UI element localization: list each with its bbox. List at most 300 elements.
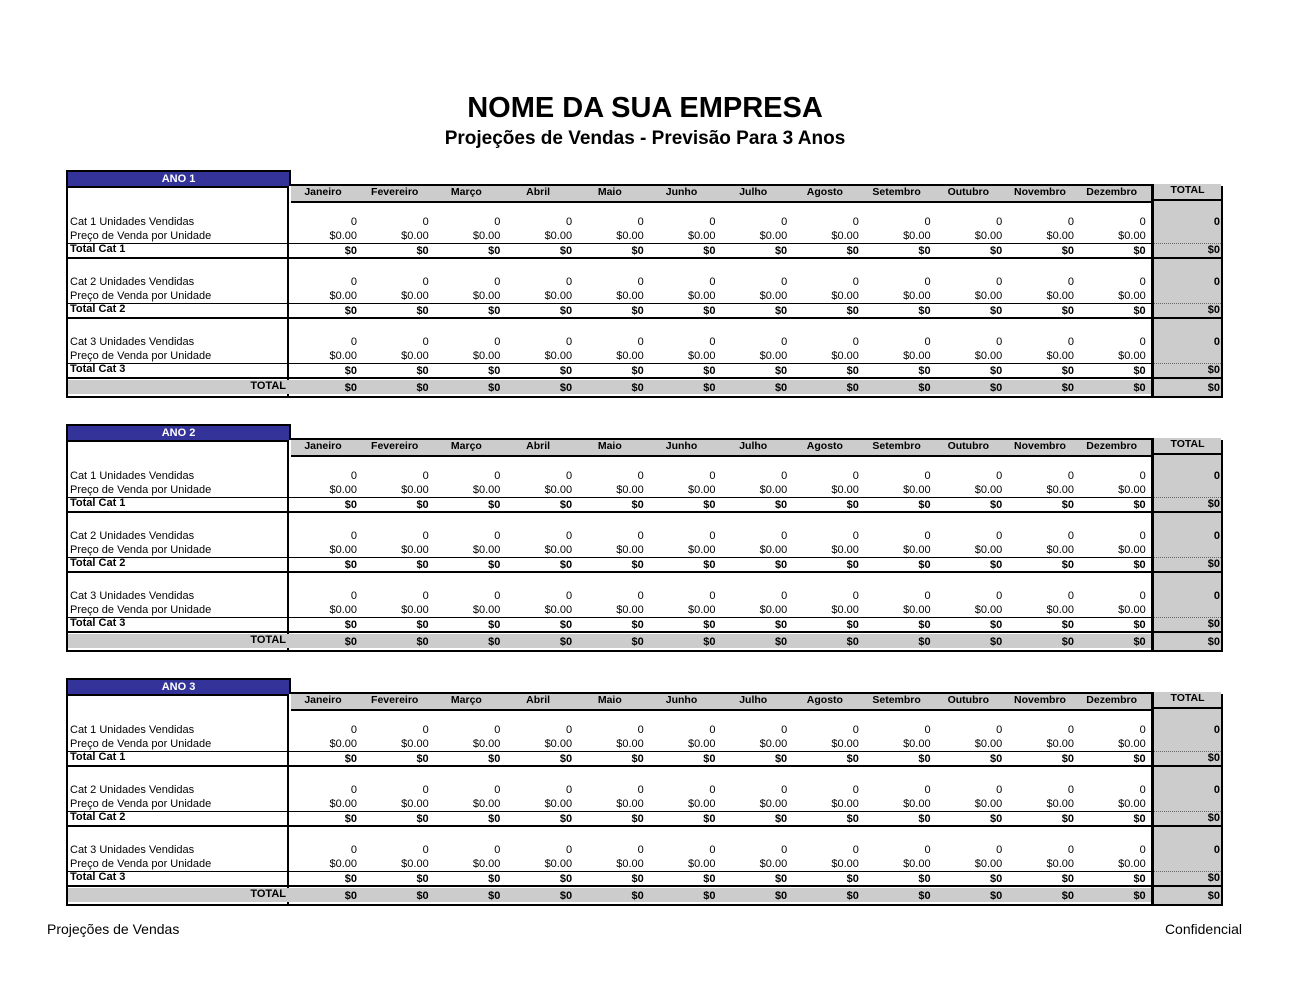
units-cell[interactable]: 0 [781,724,788,736]
price-cell[interactable]: $0.00 [974,350,1003,362]
price-cell[interactable]: $0.00 [401,858,429,870]
price-cell[interactable]: $0.00 [974,544,1003,556]
grand-total-cell: $0 [774,636,788,648]
units-cell[interactable]: 0 [996,276,1003,288]
category-total-cell: $0 [631,873,644,885]
units-cell[interactable]: 0 [494,784,501,796]
section-divider [68,571,1221,573]
price-cell[interactable]: $0.00 [903,290,931,302]
units-cell[interactable]: 0 [709,336,716,348]
units-cell[interactable]: 0 [924,530,931,542]
category-total-cell: $0 [846,305,859,317]
units-cell[interactable]: 0 [852,724,859,736]
price-cell[interactable]: $0.00 [903,350,931,362]
price-cell[interactable]: $0.00 [759,230,788,242]
units-cell[interactable]: 0 [1139,276,1146,288]
price-cell[interactable]: $0.00 [472,230,501,242]
price-cell[interactable]: $0.00 [1118,230,1146,242]
grand-total-cell: $0 [918,636,931,648]
units-cell[interactable]: 0 [924,216,931,228]
month-header-março: Março [450,440,482,452]
price-cell[interactable]: $0.00 [759,738,788,750]
month-header-setembro: Setembro [872,694,921,706]
price-cell[interactable]: $0.00 [616,604,644,616]
units-cell[interactable]: 0 [565,276,573,288]
price-cell[interactable]: $0.00 [1046,350,1074,362]
category-total-cell: $0 [990,245,1003,257]
units-cell[interactable]: 0 [637,470,644,482]
units-cell[interactable]: 0 [494,844,501,856]
units-cell[interactable]: 0 [350,216,357,228]
month-header-agosto: Agosto [806,186,843,198]
price-cell[interactable]: $0.00 [759,544,788,556]
grand-total-cell: $0 [416,890,429,902]
category-total-cell: $0 [631,365,644,377]
price-cell[interactable]: $0.00 [329,738,357,750]
price-cell[interactable]: $0.00 [329,230,357,242]
grand-total-cell: $0 [344,636,357,648]
units-cell[interactable]: 0 [1139,470,1146,482]
units-cell[interactable]: 0 [422,784,429,796]
price-cell[interactable]: $0.00 [472,544,501,556]
price-cell[interactable]: $0.00 [687,544,716,556]
price-cell[interactable]: $0.00 [903,544,931,556]
units-cell[interactable]: 0 [565,844,573,856]
category-total-cell: $0 [1061,753,1074,765]
price-cell[interactable]: $0.00 [1118,350,1146,362]
units-cell[interactable]: 0 [494,276,501,288]
category-total-cell: $0 [416,753,429,765]
units-cell[interactable]: 0 [494,530,501,542]
price-cell[interactable]: $0.00 [329,544,357,556]
units-cell[interactable]: 0 [565,530,573,542]
units-cell[interactable]: 0 [781,276,788,288]
price-cell[interactable]: $0.00 [616,858,644,870]
units-cell[interactable]: 0 [1067,724,1074,736]
price-cell[interactable]: $0.00 [903,230,931,242]
row-divider [68,617,1151,618]
units-cell[interactable]: 0 [852,276,859,288]
category-total-cell: $0 [918,365,931,377]
units-cell[interactable]: 0 [1139,216,1146,228]
units-cell[interactable]: 0 [709,724,716,736]
month-header-setembro: Setembro [872,186,921,198]
year-header: ANO 1 [66,170,291,186]
price-cell[interactable]: $0.00 [831,858,859,870]
units-cell[interactable]: 0 [852,470,859,482]
total-column-cell: 0 [1213,530,1220,542]
month-header-julho: Julho [739,440,768,452]
grand-total-label: TOTAL [250,380,286,392]
price-label: Preço de Venda por Unidade [70,290,212,302]
price-cell[interactable]: $0.00 [1118,798,1146,810]
price-cell[interactable]: $0.00 [544,544,573,556]
units-cell[interactable]: 0 [350,276,357,288]
price-cell[interactable]: $0.00 [903,604,931,616]
price-cell[interactable]: $0.00 [1046,738,1074,750]
units-cell[interactable]: 0 [1067,216,1074,228]
units-cell[interactable]: 0 [350,784,357,796]
units-cell[interactable]: 0 [1067,844,1074,856]
units-cell[interactable]: 0 [565,784,573,796]
units-cell[interactable]: 0 [709,216,716,228]
price-cell[interactable]: $0.00 [974,484,1003,496]
units-cell[interactable]: 0 [1067,784,1074,796]
units-cell[interactable]: 0 [422,590,429,602]
units-cell[interactable]: 0 [781,530,788,542]
grand-total-cell: $0 [846,636,859,648]
category-total-cell: $0 [1061,365,1074,377]
units-cell[interactable]: 0 [565,336,573,348]
units-cell[interactable]: 0 [996,844,1003,856]
price-cell[interactable]: $0.00 [401,544,429,556]
units-cell[interactable]: 0 [852,844,859,856]
units-cell[interactable]: 0 [350,336,357,348]
price-cell[interactable]: $0.00 [616,484,644,496]
month-header-fevereiro: Fevereiro [371,440,419,452]
price-label: Preço de Venda por Unidade [70,230,212,242]
category-total-cell: $0 [774,813,788,825]
category-total-cell: $0 [488,753,501,765]
category-total-cell: $0 [631,305,644,317]
units-cell[interactable]: 0 [709,470,716,482]
price-cell[interactable]: $0.00 [544,350,573,362]
price-cell[interactable]: $0.00 [401,230,429,242]
units-cell[interactable]: 0 [422,470,429,482]
units-cell[interactable]: 0 [565,216,573,228]
price-cell[interactable]: $0.00 [544,798,573,810]
price-cell[interactable]: $0.00 [616,350,644,362]
units-cell[interactable]: 0 [565,590,573,602]
price-cell[interactable]: $0.00 [759,350,788,362]
price-cell[interactable]: $0.00 [759,484,788,496]
category-total-cell: $0 [990,499,1003,511]
units-cell[interactable]: 0 [1067,276,1074,288]
price-cell[interactable]: $0.00 [472,484,501,496]
price-cell[interactable]: $0.00 [329,290,357,302]
month-header-row [291,692,1221,711]
units-cell[interactable]: 0 [494,470,501,482]
price-cell[interactable]: $0.00 [544,230,573,242]
units-cell[interactable]: 0 [637,784,644,796]
month-header-row [291,184,1221,203]
units-cell[interactable]: 0 [996,590,1003,602]
price-cell[interactable]: $0.00 [687,738,716,750]
units-label: Cat 2 Unidades Vendidas [70,276,195,288]
price-cell[interactable]: $0.00 [616,738,644,750]
units-cell[interactable]: 0 [494,724,501,736]
price-cell[interactable]: $0.00 [1046,230,1074,242]
units-cell[interactable]: 0 [852,590,859,602]
price-cell[interactable]: $0.00 [1046,798,1074,810]
grand-total-cell: $0 [990,890,1003,902]
price-cell[interactable]: $0.00 [1046,484,1074,496]
price-cell[interactable]: $0.00 [903,798,931,810]
category-total-cell: $0 [631,559,644,571]
category-total-cell: $0 [774,873,788,885]
units-cell[interactable]: 0 [924,590,931,602]
units-cell[interactable]: 0 [422,276,429,288]
price-cell[interactable]: $0.00 [401,738,429,750]
units-cell[interactable]: 0 [1139,336,1146,348]
price-cell[interactable]: $0.00 [1046,604,1074,616]
price-cell[interactable]: $0.00 [831,738,859,750]
units-cell[interactable]: 0 [422,216,429,228]
total-section-divider [1154,885,1221,887]
month-header-maio: Maio [597,694,622,706]
price-cell[interactable]: $0.00 [687,350,716,362]
units-cell[interactable]: 0 [996,784,1003,796]
category-total-cell: $0 [559,873,573,885]
category-total-cell: $0 [488,813,501,825]
category-total-cell: $0 [631,619,644,631]
units-label: Cat 3 Unidades Vendidas [70,844,195,856]
price-cell[interactable]: $0.00 [831,798,859,810]
price-cell[interactable]: $0.00 [401,290,429,302]
units-cell[interactable]: 0 [781,590,788,602]
category-total-cell: $0 [559,499,573,511]
units-cell[interactable]: 0 [637,216,644,228]
total-divider [1154,303,1221,304]
units-cell[interactable]: 0 [565,470,573,482]
units-cell[interactable]: 0 [422,336,429,348]
category-total-label: Total Cat 3 [70,363,126,375]
row-divider [68,811,1151,812]
month-header-agosto: Agosto [806,440,843,452]
units-cell[interactable]: 0 [781,216,788,228]
price-cell[interactable]: $0.00 [759,798,788,810]
units-cell[interactable]: 0 [494,336,501,348]
price-cell[interactable]: $0.00 [472,290,501,302]
units-cell[interactable]: 0 [1139,784,1146,796]
price-cell[interactable]: $0.00 [472,798,501,810]
units-cell[interactable]: 0 [422,724,429,736]
total-divider [1154,751,1221,752]
units-cell[interactable]: 0 [852,216,859,228]
units-cell[interactable]: 0 [1139,530,1146,542]
units-cell[interactable]: 0 [637,530,644,542]
units-cell[interactable]: 0 [1139,844,1146,856]
units-cell[interactable]: 0 [924,470,931,482]
price-cell[interactable]: $0.00 [544,858,573,870]
units-cell[interactable]: 0 [422,844,429,856]
price-cell[interactable]: $0.00 [544,484,573,496]
price-cell[interactable]: $0.00 [687,484,716,496]
units-cell[interactable]: 0 [494,216,501,228]
units-cell[interactable]: 0 [709,530,716,542]
category-total-cell: $0 [1133,873,1146,885]
price-cell[interactable]: $0.00 [831,484,859,496]
units-cell[interactable]: 0 [350,724,357,736]
price-cell[interactable]: $0.00 [687,858,716,870]
units-cell[interactable]: 0 [996,724,1003,736]
price-cell[interactable]: $0.00 [974,858,1003,870]
units-cell[interactable]: 0 [350,590,357,602]
price-cell[interactable]: $0.00 [687,230,716,242]
price-cell[interactable]: $0.00 [329,858,357,870]
grand-total-cell: $0 [416,382,429,394]
units-cell[interactable]: 0 [924,276,931,288]
price-cell[interactable]: $0.00 [974,738,1003,750]
category-total-cell: $0 [774,305,788,317]
total-divider [1154,243,1221,244]
price-label: Preço de Venda por Unidade [70,738,212,750]
units-cell[interactable]: 0 [1067,590,1074,602]
units-cell[interactable]: 0 [637,590,644,602]
units-cell[interactable]: 0 [1139,590,1146,602]
grand-total-cell: $0 [918,382,931,394]
price-cell[interactable]: $0.00 [831,290,859,302]
price-cell[interactable]: $0.00 [1118,604,1146,616]
price-cell[interactable]: $0.00 [1118,544,1146,556]
units-cell[interactable]: 0 [494,590,501,602]
category-total-cell: $0 [344,619,357,631]
price-cell[interactable]: $0.00 [616,290,644,302]
units-cell[interactable]: 0 [781,784,788,796]
price-cell[interactable]: $0.00 [1118,738,1146,750]
price-cell[interactable]: $0.00 [759,290,788,302]
price-cell[interactable]: $0.00 [687,604,716,616]
price-cell[interactable]: $0.00 [544,290,573,302]
year-header: ANO 3 [66,678,291,694]
grand-total-cell: $0 [1061,890,1074,902]
price-cell[interactable]: $0.00 [1118,290,1146,302]
total-divider [1154,497,1221,498]
price-cell[interactable]: $0.00 [974,230,1003,242]
units-cell[interactable]: 0 [637,336,644,348]
price-cell[interactable]: $0.00 [831,544,859,556]
price-cell[interactable]: $0.00 [759,604,788,616]
category-total-label: Total Cat 1 [70,243,126,255]
units-label: Cat 1 Unidades Vendidas [70,470,195,482]
month-header-junho: Junho [665,186,698,198]
units-cell[interactable]: 0 [996,216,1003,228]
price-cell[interactable]: $0.00 [472,604,501,616]
price-cell[interactable]: $0.00 [759,858,788,870]
price-cell[interactable]: $0.00 [974,290,1003,302]
units-cell[interactable]: 0 [422,530,429,542]
price-cell[interactable]: $0.00 [472,350,501,362]
units-cell[interactable]: 0 [852,784,859,796]
units-cell[interactable]: 0 [350,470,357,482]
units-cell[interactable]: 0 [781,336,788,348]
price-cell[interactable]: $0.00 [544,738,573,750]
month-header-fevereiro: Fevereiro [371,694,419,706]
category-total-cell: $0 [918,873,931,885]
section-divider [68,885,1221,887]
price-cell[interactable]: $0.00 [687,290,716,302]
price-cell[interactable]: $0.00 [1046,858,1074,870]
units-cell[interactable]: 0 [1067,336,1074,348]
units-cell[interactable]: 0 [924,724,931,736]
category-total-cell: $0 [416,365,429,377]
units-cell[interactable]: 0 [996,336,1003,348]
category-total-label: Total Cat 1 [70,497,126,509]
price-cell[interactable]: $0.00 [687,798,716,810]
units-cell[interactable]: 0 [637,724,644,736]
price-cell[interactable]: $0.00 [831,350,859,362]
price-cell[interactable]: $0.00 [472,738,501,750]
price-cell[interactable]: $0.00 [974,798,1003,810]
price-cell[interactable]: $0.00 [1118,484,1146,496]
price-cell[interactable]: $0.00 [1046,544,1074,556]
units-cell[interactable]: 0 [1139,724,1146,736]
price-cell[interactable]: $0.00 [401,604,429,616]
price-cell[interactable]: $0.00 [329,798,357,810]
price-cell[interactable]: $0.00 [401,484,429,496]
units-cell[interactable]: 0 [924,784,931,796]
price-cell[interactable]: $0.00 [903,858,931,870]
units-cell[interactable]: 0 [852,336,859,348]
units-cell[interactable]: 0 [709,784,716,796]
price-cell[interactable]: $0.00 [903,484,931,496]
grand-total-cell: $0 [846,890,859,902]
units-cell[interactable]: 0 [1067,470,1074,482]
category-total-label: Total Cat 2 [70,557,126,569]
units-cell[interactable]: 0 [350,530,357,542]
units-label: Cat 2 Unidades Vendidas [70,784,195,796]
price-cell[interactable]: $0.00 [544,604,573,616]
category-total-cell: $0 [703,753,716,765]
price-cell[interactable]: $0.00 [616,544,644,556]
price-cell[interactable]: $0.00 [1046,290,1074,302]
category-total-cell: $0 [703,813,716,825]
price-cell[interactable]: $0.00 [974,604,1003,616]
units-cell[interactable]: 0 [565,724,573,736]
units-cell[interactable]: 0 [709,590,716,602]
price-cell[interactable]: $0.00 [329,484,357,496]
price-cell[interactable]: $0.00 [903,738,931,750]
grand-total-cell: $0 [559,890,573,902]
price-cell[interactable]: $0.00 [472,858,501,870]
price-cell[interactable]: $0.00 [401,798,429,810]
category-total-cell: $0 [416,619,429,631]
price-cell[interactable]: $0.00 [616,230,644,242]
price-cell[interactable]: $0.00 [329,350,357,362]
price-cell[interactable]: $0.00 [616,798,644,810]
price-cell[interactable]: $0.00 [831,230,859,242]
section-divider [68,825,1221,827]
units-cell[interactable]: 0 [924,336,931,348]
units-cell[interactable]: 0 [996,470,1003,482]
units-cell[interactable]: 0 [852,530,859,542]
year-grid [66,440,1223,652]
category-total-cell: $0 [703,245,716,257]
total-column-cell: $0 [1207,498,1220,510]
units-cell[interactable]: 0 [350,844,357,856]
grand-total-cell: $0 [631,890,644,902]
month-header-novembro: Novembro [1014,440,1066,452]
units-cell[interactable]: 0 [996,530,1003,542]
price-cell[interactable]: $0.00 [401,350,429,362]
units-cell[interactable]: 0 [781,844,788,856]
year-table-3 [66,678,1223,908]
price-cell[interactable]: $0.00 [831,604,859,616]
category-total-cell: $0 [703,873,716,885]
category-total-label: Total Cat 3 [70,871,126,883]
units-cell[interactable]: 0 [637,276,644,288]
units-cell[interactable]: 0 [924,844,931,856]
price-cell[interactable]: $0.00 [329,604,357,616]
units-cell[interactable]: 0 [637,844,644,856]
price-cell[interactable]: $0.00 [1118,858,1146,870]
category-total-cell: $0 [631,499,644,511]
units-cell[interactable]: 0 [781,470,788,482]
units-cell[interactable]: 0 [709,844,716,856]
units-cell[interactable]: 0 [709,276,716,288]
units-cell[interactable]: 0 [1067,530,1074,542]
category-total-cell: $0 [488,559,501,571]
